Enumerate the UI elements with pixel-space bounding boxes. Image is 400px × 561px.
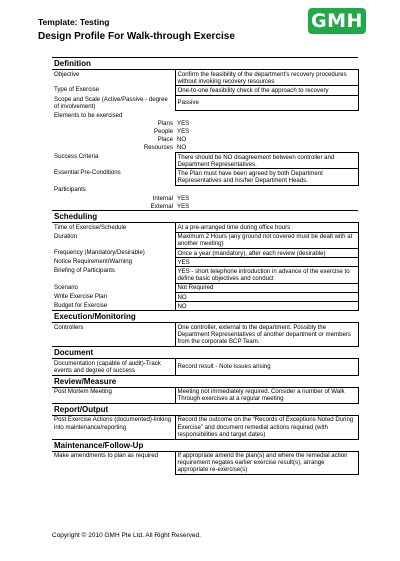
template-label: Template: Testing <box>38 17 110 27</box>
row-value: Passive <box>175 95 358 110</box>
row-value: Record the outcome on the “Records of Exceptions Noted During Exercise” and document remedial actions required (with responsibilities and target dates) <box>175 415 358 439</box>
row-label: Controllers <box>54 323 84 331</box>
row-label: Success Criteria <box>54 153 99 161</box>
row-value: NO <box>177 144 187 152</box>
row-label: Post Exercise Actions (documented)-linking into maintenance/reporting <box>54 416 172 431</box>
profile-table-container <box>52 57 358 475</box>
row-value: If appropriate amend the plan(s) and where the remedial action requirement negates earlier exercise result(s), arrange appropriate re-exercise(s) <box>175 451 358 475</box>
section-title: Review/Measure <box>52 375 358 387</box>
row-label: Participants <box>54 186 86 194</box>
section-report <box>52 403 358 415</box>
row-value: YES <box>177 127 190 135</box>
row-value: Once a year (mandatory), after each review (desirable) <box>175 249 358 258</box>
row-label: Duration <box>54 232 78 240</box>
table-row <box>52 111 358 120</box>
table-row <box>52 249 358 258</box>
section-scheduling <box>52 211 358 223</box>
table-row <box>52 185 358 194</box>
row-value: NO <box>177 136 187 144</box>
row-value: YES <box>177 119 190 127</box>
section-title: Report/Output <box>52 403 358 415</box>
row-label: Objective <box>54 70 80 78</box>
section-title: Definition <box>52 58 358 70</box>
row-value: YES <box>177 194 190 202</box>
section-document <box>52 347 358 359</box>
logo-text: GMH <box>311 10 363 32</box>
section-title: Scheduling <box>52 211 358 223</box>
table-row <box>52 302 358 311</box>
row-label: Post Mortem Meeting <box>54 388 112 395</box>
table-row <box>52 258 358 267</box>
table-row <box>52 127 358 135</box>
row-label: Write Exercise Plan <box>54 293 108 301</box>
copyright-footer: Copyright © 2010 GMH Pte Ltd. All Right Reserved. <box>52 532 201 539</box>
row-label: External <box>150 202 173 210</box>
row-value: YES <box>177 202 190 210</box>
table-row <box>52 119 358 127</box>
row-label: Frequency (Mandatory/Desirable) <box>54 249 145 257</box>
row-value: There should be NO disagreement between controller and Department Representatives. <box>175 153 358 169</box>
row-value: Record result - Note issues arising <box>175 359 358 375</box>
section-definition <box>52 58 358 70</box>
table-row <box>52 323 358 347</box>
row-label: Briefing of Participants <box>54 267 115 275</box>
section-execution <box>52 311 358 323</box>
row-label: Time of Exercise/Schedule <box>54 223 127 231</box>
table-row <box>52 194 358 202</box>
section-title: Execution/Monitoring <box>52 311 358 323</box>
row-value: Meeting not immediately required. Consider a number of Walk Through exercises at a regular meeting <box>175 387 358 403</box>
row-label: People <box>154 127 173 135</box>
row-label: Essential Pre-Conditions <box>54 169 121 177</box>
table-row <box>52 86 358 95</box>
table-row <box>52 232 358 248</box>
table-row <box>52 451 358 475</box>
row-label: Notice Requirement/Warning <box>54 258 133 266</box>
table-row <box>52 223 358 232</box>
section-maintenance <box>52 439 358 451</box>
row-value: One controller, external to the department. Possibly the Department Representatives of another department or members from the corporate BCP Team. <box>175 323 358 347</box>
section-title: Document <box>52 347 358 359</box>
profile-table <box>52 57 359 475</box>
table-row <box>52 387 358 403</box>
table-row <box>52 202 358 211</box>
table-row <box>52 415 358 439</box>
table-row <box>52 136 358 144</box>
row-label: Resources <box>143 144 173 152</box>
table-row <box>52 153 358 169</box>
row-value: YES - short telephone introduction in advance of the exercise to define basic objectives and conduct <box>175 267 358 283</box>
table-row <box>52 283 358 292</box>
section-review <box>52 375 358 387</box>
row-value: Maximum 2 Hours (any ground not covered must be dealt with at another meeting) <box>175 232 358 248</box>
table-row <box>52 95 358 110</box>
row-label: Elements to be exercised <box>54 111 123 119</box>
row-label: Internal <box>152 194 173 202</box>
row-label: Plans <box>157 119 173 127</box>
row-value: At a pre-arranged time during office hours <box>175 223 358 232</box>
row-value: NO <box>175 302 358 311</box>
table-row <box>52 267 358 283</box>
row-label: Documentation (capable of audit)-Track events and degree of success <box>54 359 161 374</box>
page-title: Design Profile For Walk-through Exercise <box>38 31 235 42</box>
row-label: Scenario <box>54 283 79 291</box>
row-label: Make amendments to plan as required <box>54 452 158 460</box>
table-row <box>52 293 358 302</box>
gmh-logo <box>308 8 366 34</box>
row-value: YES <box>175 258 358 267</box>
section-title: Maintenance/Follow-Up <box>52 439 358 451</box>
table-row <box>52 144 358 153</box>
row-value: Confirm the feasibility of the department's recovery procedures without invoking recovery resources <box>175 70 358 86</box>
table-row <box>52 359 358 375</box>
row-value: Not Required <box>175 283 358 292</box>
row-label: Place <box>157 136 173 144</box>
row-value: One-to-one feasibility check of the approach to recovery <box>175 86 358 95</box>
row-label: Scope and Scale (Active/Passive - degree of involvement) <box>54 95 168 110</box>
row-value: NO <box>175 293 358 302</box>
row-label: Type of Exercise <box>54 86 100 94</box>
table-row <box>52 70 358 86</box>
row-label: Budget for Exercise <box>54 302 108 310</box>
table-row <box>52 169 358 185</box>
row-value: The Plan must have been agreed by both Department Representatives and his/her Department Heads. <box>175 169 358 185</box>
